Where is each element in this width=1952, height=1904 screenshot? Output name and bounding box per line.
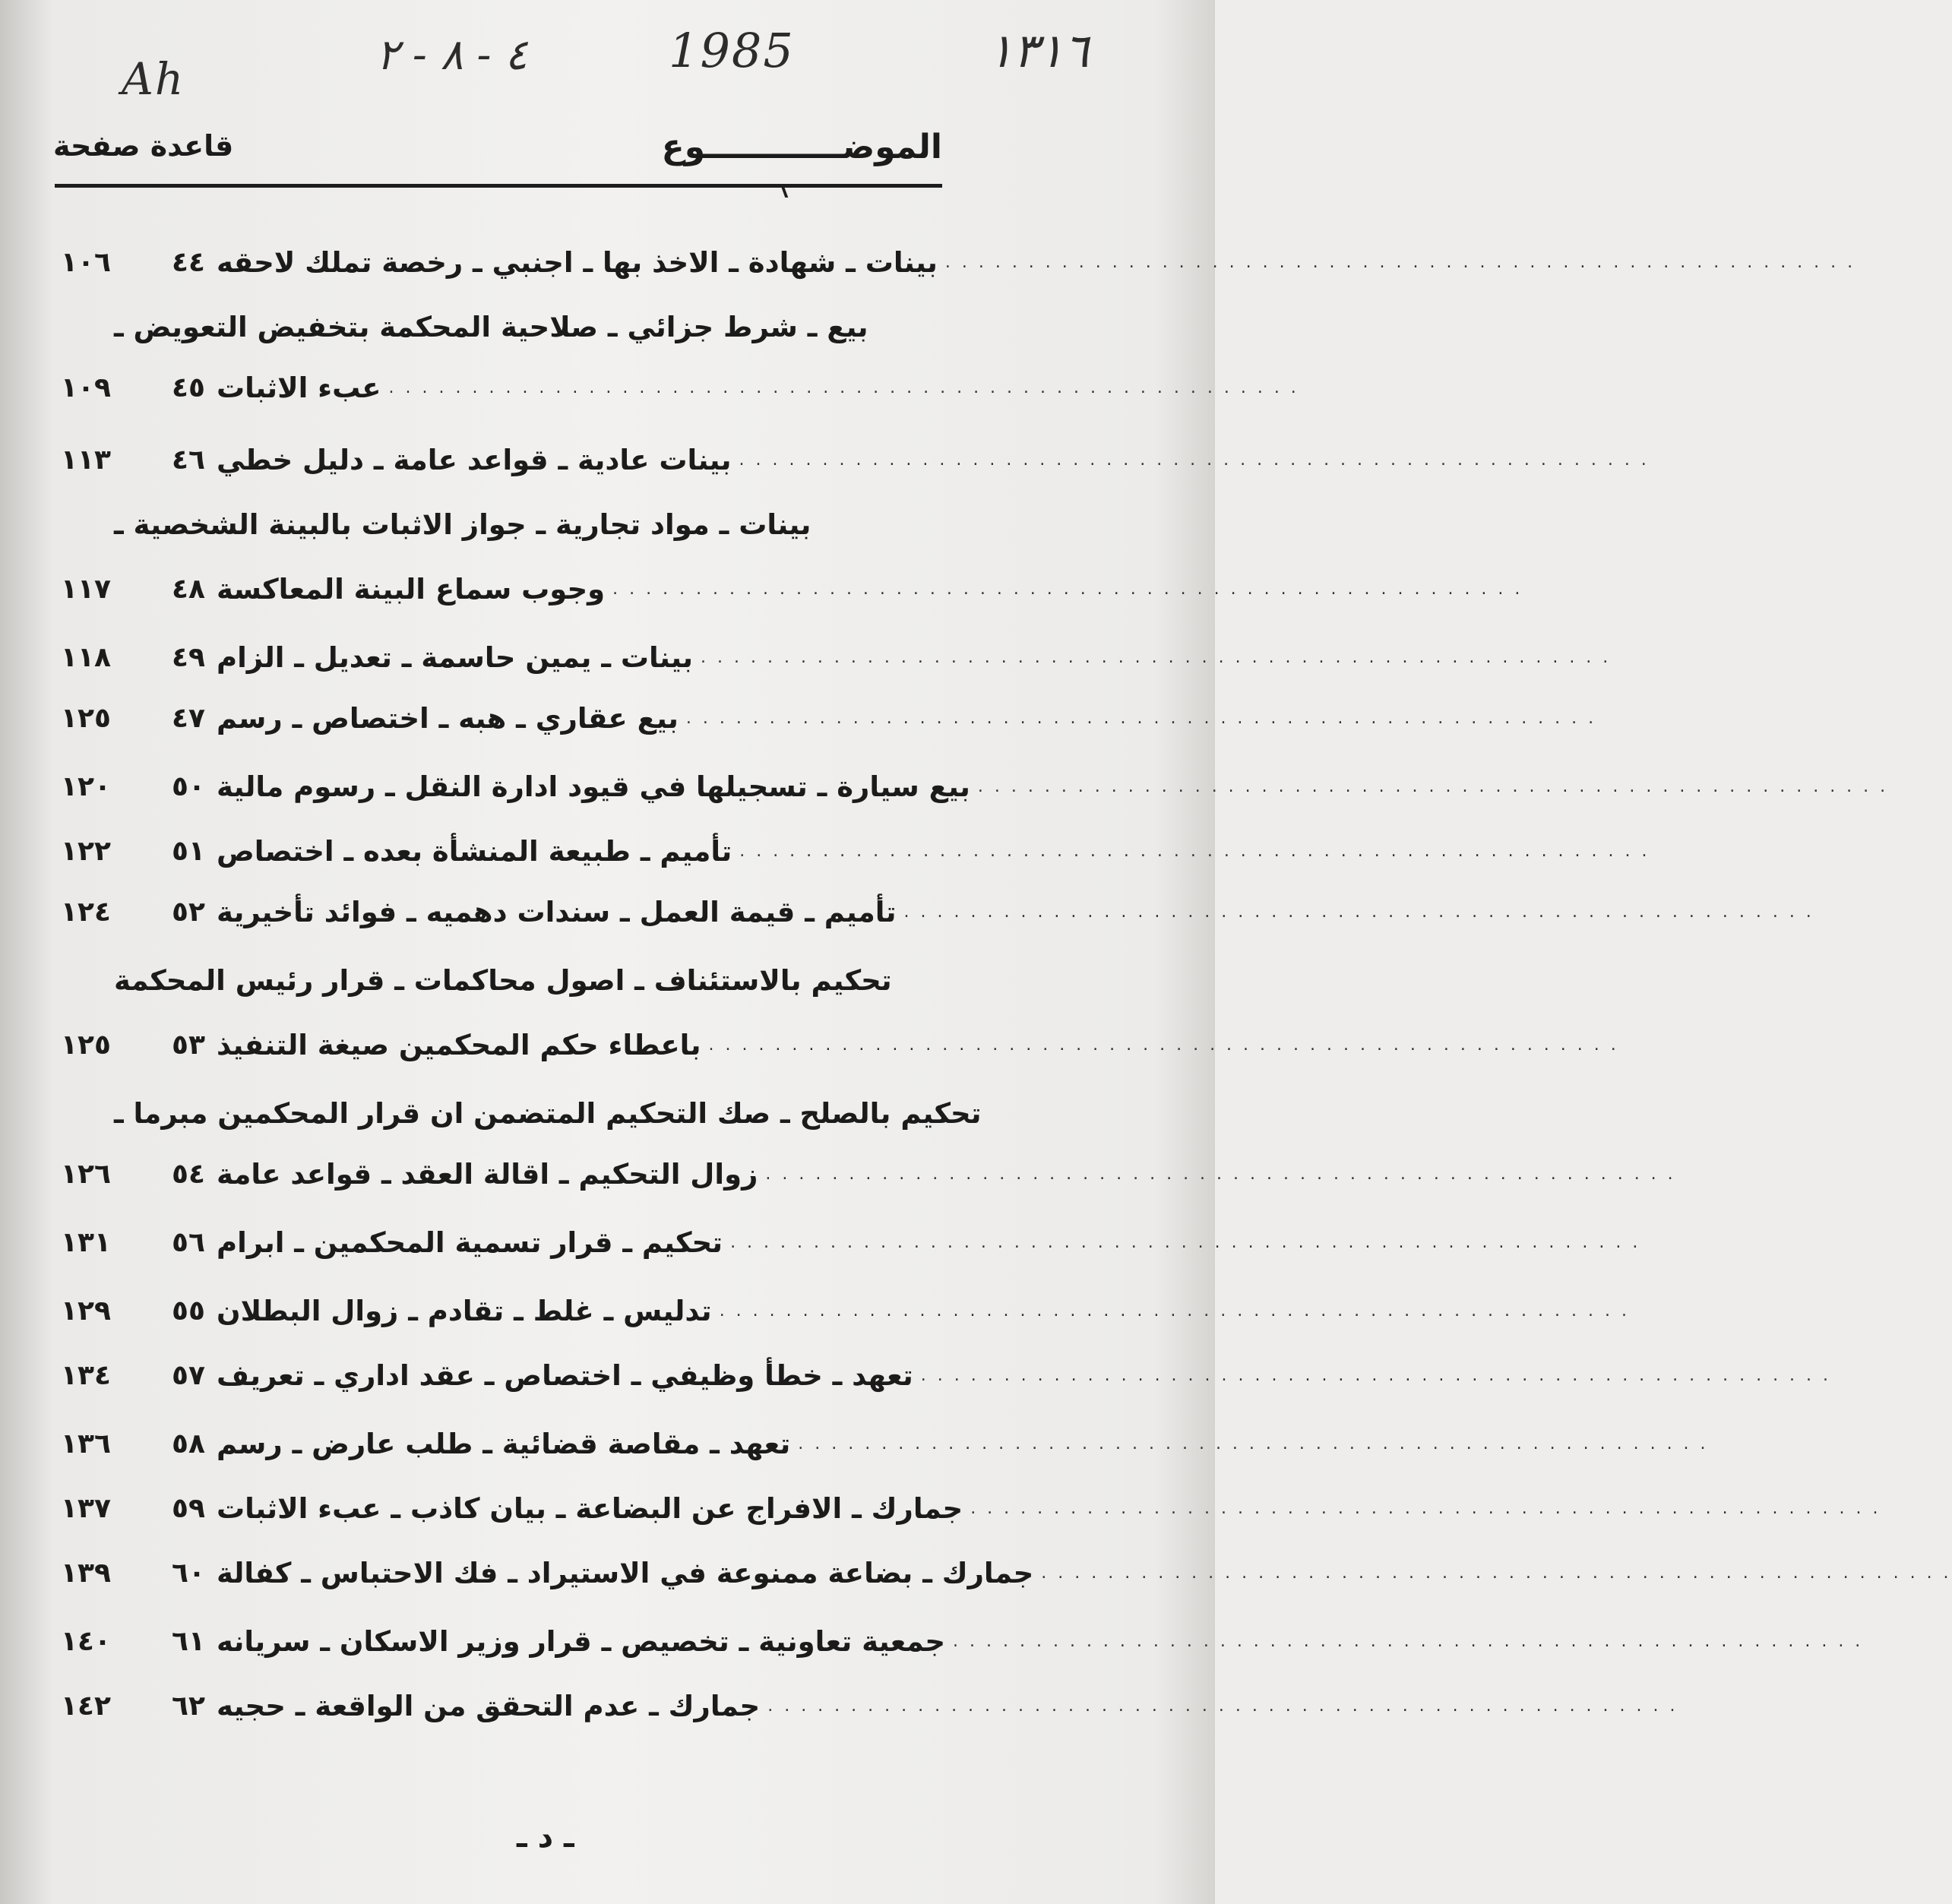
index-entry-numbers (61, 1349, 205, 1402)
page-number: ١٤٠ (61, 1625, 111, 1657)
page-number: ١٢٤ (61, 896, 111, 928)
index-entry (217, 1615, 1864, 1668)
index-entry (217, 1147, 1676, 1200)
index-entry (217, 1284, 1630, 1337)
dot-leader: . . . . . . . . . . . . . . . . . . . . . . . . . . . . . . . . . . . . . . . . . . . . . . . . . . . . . . . (701, 647, 1612, 667)
index-entry (217, 760, 1889, 813)
index-entry (217, 433, 1650, 486)
index-entry (217, 562, 1523, 615)
handwritten-note-year: 1985 (669, 23, 795, 78)
index-entry-numbers (61, 1216, 205, 1269)
dot-leader: . . . . . . . . . . . . . . . . . . . . . . . . . . . . . . . . . . . . . . . . . . . . . . . . . . . . . . . (767, 1696, 1678, 1716)
rule-number: ٤٦ (172, 444, 205, 476)
rule-number: ٤٨ (172, 573, 205, 605)
dot-leader: . . . . . . . . . . . . . . . . . . . . . . . . . . . . . . . . . . . . . . . . . . . . . . . . . . . . . . . (944, 252, 1856, 272)
dot-leader: . . . . . . . . . . . . . . . . . . . . . . . . . . . . . . . . . . . . . . . . . . . . . . . . . . . . . . . (612, 579, 1523, 599)
index-entry-numbers (61, 433, 205, 486)
dot-leader: . . . . . . . . . . . . . . . . . . . . . . . . . . . . . . . . . . . . . . . . . . . . . . . . . . . . . . . (970, 1498, 1881, 1518)
index-entry (114, 1086, 1143, 1140)
page-number: ١٢٥ (61, 1029, 111, 1061)
dot-leader: . . . . . . . . . . . . . . . . . . . . . . . . . . . . . . . . . . . . . . . . . . . . . . . . . . . . . . . (719, 1301, 1630, 1320)
index-entry-numbers (61, 562, 205, 615)
index-entry-numbers (61, 760, 205, 813)
dot-leader: . . . . . . . . . . . . . . . . . . . . . . . . . . . . . . . . . . . . . . . . . . . . . . . . . . . . . . . (730, 1232, 1641, 1252)
page-number: ١٢٦ (61, 1158, 111, 1190)
page-number: ١٣٦ (61, 1428, 111, 1460)
dot-leader: . . . . . . . . . . . . . . . . . . . . . . . . . . . . . . . . . . . . . . . . . . . . . . . . . . . . . . . (685, 708, 1597, 728)
rule-number: ٥٣ (172, 1029, 205, 1061)
handwritten-note-left: Ah (122, 53, 185, 105)
index-entry-numbers (61, 1482, 205, 1535)
index-entry (114, 498, 1143, 551)
index-entry-subject: جمارك ـ الافراج عن البضاعة ـ بيان كاذب ـ عبء الاثبات (217, 1491, 963, 1525)
page-footer-marker: ـ د ـ (517, 1820, 574, 1855)
index-entry-subject: بينات ـ شهادة ـ الاخذ بها ـ اجنبي ـ رخصة تملك لاحقه (217, 245, 938, 279)
index-entry-subject: جمارك ـ عدم التحقق من الواقعة ـ حجيه (217, 1689, 761, 1722)
index-entry-subject: تحكيم ـ قرار تسمية المحكمين ـ ابرام (217, 1226, 723, 1259)
rule-number: ٥٠ (172, 770, 205, 802)
page-number: ١٣٧ (61, 1492, 111, 1524)
index-entry (217, 631, 1612, 684)
dot-leader: . . . . . . . . . . . . . . . . . . . . . . . . . . . . . . . . . . . . . . . . . . . . . . . . . . . . . . . (1041, 1563, 1952, 1583)
rule-page-column-title: قاعدة صفحة (53, 129, 234, 163)
dot-leader: . . . . . . . . . . . . . . . . . . . . . . . . . . . . . . . . . . . . . . . . . . . . . . . . . . . . . . . (903, 902, 1814, 922)
rule-number: ٥٥ (172, 1295, 205, 1327)
rule-number: ٥٦ (172, 1226, 205, 1258)
rule-number: ٤٧ (172, 702, 205, 734)
index-entry-subject: بينات عادية ـ قواعد عامة ـ دليل خطي (217, 443, 732, 476)
page-number: ١١٣ (61, 444, 111, 476)
index-entry-subject: زوال التحكيم ـ اقالة العقد ـ قواعد عامة (217, 1157, 758, 1191)
subject-column-title: الموضــــــــــــوع (661, 128, 942, 166)
page-number: ١٢٢ (61, 835, 111, 867)
index-entry-subject: بيع ـ شرط جزائي ـ صلاحية المحكمة بتخفيض التعويض ـ (114, 310, 868, 343)
dot-leader: . . . . . . . . . . . . . . . . . . . . . . . . . . . . . . . . . . . . . . . . . . . . . . . . . . . . . . . (739, 841, 1650, 861)
handwritten-note-number: ١٣١٦ (988, 23, 1090, 78)
index-entry-numbers (61, 824, 205, 878)
dot-leader: . . . . . . . . . . . . . . . . . . . . . . . . . . . . . . . . . . . . . . . . . . . . . . . . . . . . . . . (765, 1164, 1676, 1184)
index-entry-subject: بينات ـ مواد تجارية ـ جواز الاثبات بالبينة الشخصية ـ (114, 508, 811, 541)
index-entry (217, 361, 1299, 414)
page-number: ١٠٩ (61, 372, 111, 403)
page-number: ١٠٦ (61, 246, 111, 278)
index-entry (217, 1482, 1881, 1535)
index-entry-subject: تدليس ـ غلط ـ تقادم ـ زوال البطلان (217, 1294, 712, 1327)
index-entry-numbers (61, 1018, 205, 1071)
index-entry (217, 1216, 1641, 1269)
rule-number: ٥٤ (172, 1158, 205, 1190)
page-number: ١١٨ (61, 641, 111, 673)
dot-leader: . . . . . . . . . . . . . . . . . . . . . . . . . . . . . . . . . . . . . . . . . . . . . . . . . . . . . . . (953, 1631, 1864, 1651)
dot-leader: . . . . . . . . . . . . . . . . . . . . . . . . . . . . . . . . . . . . . . . . . . . . . . . . . . . . . . . (920, 1365, 1832, 1385)
rule-number: ٤٤ (172, 246, 205, 278)
rule-number: ٤٩ (172, 641, 205, 673)
index-entry-subject: تعهد ـ خطأ وظيفي ـ اختصاص ـ عقد اداري ـ تعريف (217, 1358, 913, 1392)
index-entry-numbers (61, 1615, 205, 1668)
index-entry-numbers (61, 1546, 205, 1599)
index-entry (217, 691, 1597, 745)
page-number: ١٣٩ (61, 1557, 111, 1589)
index-entry-subject: بينات ـ يمين حاسمة ـ تعديل ـ الزام (217, 640, 694, 674)
page-number: ١٣١ (61, 1226, 111, 1258)
index-entry-numbers (61, 1147, 205, 1200)
index-entry-subject: تحكيم بالاستئناف ـ اصول محاكمات ـ قرار رئيس المحكمة (114, 963, 892, 997)
index-entry (217, 885, 1814, 938)
rule-number: ٦١ (172, 1625, 205, 1657)
index-entry-numbers (61, 631, 205, 684)
index-entry (217, 824, 1650, 878)
index-entry (217, 1546, 1952, 1599)
index-entry-subject: جمعية تعاونية ـ تخصيص ـ قرار وزير الاسكان ـ سريانه (217, 1624, 946, 1658)
page-number: ١٢٩ (61, 1295, 111, 1327)
index-entry (114, 300, 1143, 353)
dot-leader: . . . . . . . . . . . . . . . . . . . . . . . . . . . . . . . . . . . . . . . . . . . . . . . . . . . . . . . (798, 1434, 1709, 1453)
rule-number: ٤٥ (172, 372, 205, 403)
index-entry-subject: وجوب سماع البينة المعاكسة (217, 572, 606, 606)
page-number: ١٢٥ (61, 702, 111, 734)
dot-leader: . . . . . . . . . . . . . . . . . . . . . . . . . . . . . . . . . . . . . . . . . . . . . . . . . . . . . . . (388, 378, 1299, 397)
index-entry (217, 1018, 1619, 1071)
index-entry-subject: باعطاء حكم المحكمين صيغة التنفيذ (217, 1028, 701, 1061)
rule-number: ٦٠ (172, 1557, 205, 1589)
dot-leader: . . . . . . . . . . . . . . . . . . . . . . . . . . . . . . . . . . . . . . . . . . . . . . . . . . . . . . . (739, 450, 1650, 470)
index-entry-subject: تعهد ـ مقاصة قضائية ـ طلب عارض ـ رسم (217, 1427, 791, 1460)
index-entry-numbers (61, 1284, 205, 1337)
index-entry-numbers (61, 885, 205, 938)
index-entry-numbers (61, 236, 205, 289)
index-entry (217, 1417, 1709, 1470)
index-entry-numbers (61, 361, 205, 414)
rule-number: ٦٢ (172, 1690, 205, 1722)
handwritten-note-date: ٤ - ٨ - ٢ (376, 30, 528, 80)
rule-number: ٥٧ (172, 1359, 205, 1391)
page-number: ١١٧ (61, 573, 111, 605)
rule-number: ٥٩ (172, 1492, 205, 1524)
rule-number: ٥٨ (172, 1428, 205, 1460)
page-number: ١٤٢ (61, 1690, 111, 1722)
rule-number: ٥٢ (172, 896, 205, 928)
index-entry (217, 1349, 1832, 1402)
index-entry (217, 1679, 1678, 1732)
rule-number: ٥١ (172, 835, 205, 867)
page-number: ١٣٤ (61, 1359, 111, 1391)
index-entry-subject: عبء الاثبات (217, 371, 381, 404)
index-entry (114, 954, 1143, 1007)
index-entry-subject: جمارك ـ بضاعة ممنوعة في الاستيراد ـ فك الاحتباس ـ كفالة (217, 1556, 1034, 1589)
index-entry-numbers (61, 1679, 205, 1732)
dot-leader: . . . . . . . . . . . . . . . . . . . . . . . . . . . . . . . . . . . . . . . . . . . . . . . . . . . . . . . (977, 776, 1889, 796)
index-entry-subject: بيع سيارة ـ تسجيلها في قيود ادارة النقل ـ رسوم مالية (217, 770, 970, 803)
index-entry-subject: تأميم ـ طبيعة المنشأة بعده ـ اختصاص (217, 834, 732, 868)
index-entry-subject: تحكيم بالصلح ـ صك التحكيم المتضمن ان قرار المحكمين مبرما ـ (114, 1096, 982, 1130)
page-number: ١٢٠ (61, 770, 111, 802)
index-entry-numbers (61, 1417, 205, 1470)
index-entry-subject: تأميم ـ قيمة العمل ـ سندات دهميه ـ فوائد تأخيرية (217, 895, 897, 928)
index-entry (217, 236, 1856, 289)
index-entry-numbers (61, 691, 205, 745)
index-entry-subject: بيع عقاري ـ هبه ـ اختصاص ـ رسم (217, 701, 679, 735)
dot-leader: . . . . . . . . . . . . . . . . . . . . . . . . . . . . . . . . . . . . . . . . . . . . . . . . . . . . . . . (708, 1035, 1619, 1055)
